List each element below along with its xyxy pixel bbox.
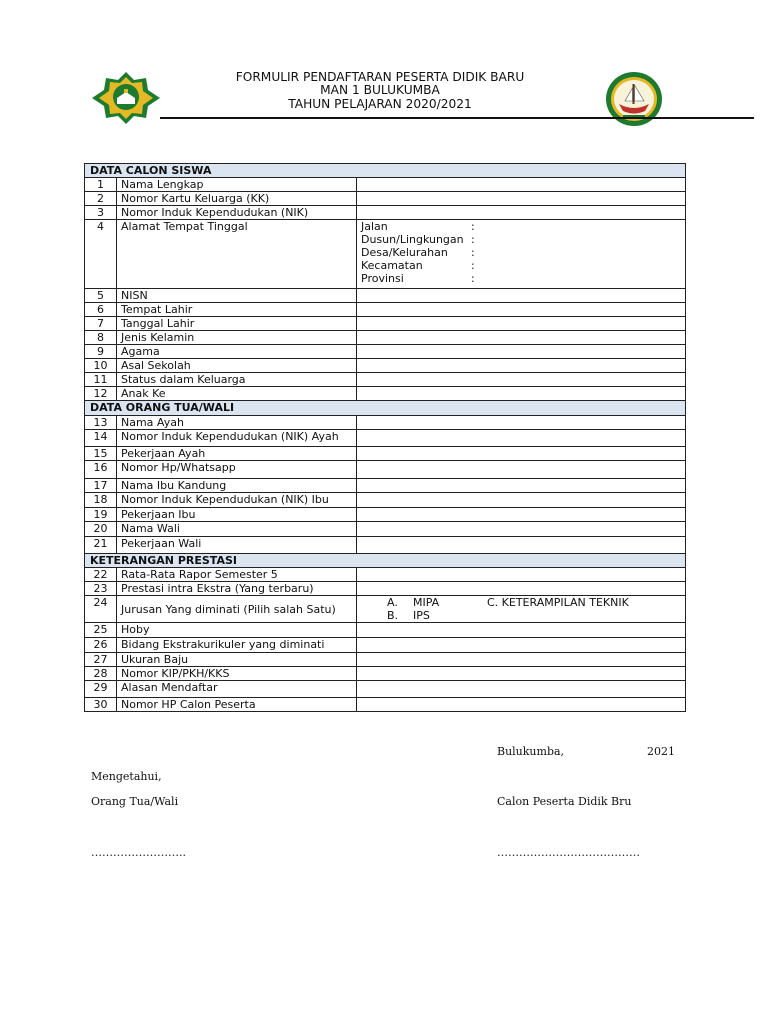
place-date-label: Bulukumba, xyxy=(497,745,565,758)
row-number: 16 xyxy=(85,461,117,479)
answer-cell[interactable] xyxy=(357,416,686,430)
answer-cell[interactable] xyxy=(357,317,686,331)
row-number: 21 xyxy=(85,537,117,554)
row-number: 30 xyxy=(85,698,117,712)
table-row xyxy=(85,653,686,667)
answer-cell[interactable] xyxy=(357,206,686,220)
table-row xyxy=(85,522,686,537)
jurusan-options xyxy=(357,596,686,623)
row-label: Nomor Induk Kependudukan (NIK) Ayah xyxy=(117,430,357,447)
table-row xyxy=(85,493,686,508)
answer-cell[interactable] xyxy=(357,387,686,401)
answer-cell[interactable] xyxy=(357,667,686,681)
jurusan-option[interactable] xyxy=(361,609,681,622)
table-row xyxy=(85,206,686,220)
header-title: FORMULIR PENDAFTARAN PESERTA DIDIK BARU xyxy=(235,70,525,84)
answer-cell[interactable] xyxy=(357,479,686,493)
address-colon: : xyxy=(471,272,475,285)
jurusan-option[interactable] xyxy=(361,596,681,609)
answer-cell[interactable] xyxy=(357,698,686,712)
answer-cell[interactable] xyxy=(357,638,686,653)
table-row xyxy=(85,638,686,653)
row-number: 17 xyxy=(85,479,117,493)
row-number: 18 xyxy=(85,493,117,508)
table-row xyxy=(85,461,686,479)
row-label: Nomor Induk Kependudukan (NIK) Ibu xyxy=(117,493,357,508)
row-number: 2 xyxy=(85,192,117,206)
form-header xyxy=(160,71,600,111)
answer-cell[interactable] xyxy=(357,447,686,461)
row-label: Nama Ibu Kandung xyxy=(117,479,357,493)
option-name: IPS xyxy=(413,609,430,622)
row-label: Asal Sekolah xyxy=(117,359,357,373)
option-name: MIPA xyxy=(413,596,440,609)
table-row xyxy=(85,537,686,554)
row-number: 28 xyxy=(85,667,117,681)
row-label: Bidang Ekstrakurikuler yang diminati xyxy=(117,638,357,653)
option-letter: B. xyxy=(387,609,399,622)
answer-cell[interactable] xyxy=(357,345,686,359)
row-number: 29 xyxy=(85,681,117,698)
row-label: Tanggal Lahir xyxy=(117,317,357,331)
row-label: Nomor Kartu Keluarga (KK) xyxy=(117,192,357,206)
answer-cell[interactable] xyxy=(357,653,686,667)
address-label: Desa/Kelurahan xyxy=(361,246,448,259)
row-number: 7 xyxy=(85,317,117,331)
row-label: Nama Lengkap xyxy=(117,178,357,192)
row-label: Prestasi intra Ekstra (Yang terbaru) xyxy=(117,582,357,596)
parent-label: Orang Tua/Wali xyxy=(91,795,179,808)
row-label: Alamat Tempat Tinggal xyxy=(117,220,357,289)
row-number: 24 xyxy=(85,596,117,623)
row-label: NISN xyxy=(117,289,357,303)
table-row xyxy=(85,430,686,447)
table-row xyxy=(85,317,686,331)
section-title: DATA CALON SISWA xyxy=(85,164,686,178)
section-title: DATA ORANG TUA/WALI xyxy=(85,401,686,416)
answer-cell[interactable] xyxy=(357,373,686,387)
row-number: 4 xyxy=(85,220,117,289)
row-number: 1 xyxy=(85,178,117,192)
address-line xyxy=(361,272,681,285)
row-number: 23 xyxy=(85,582,117,596)
section-header-row xyxy=(85,554,686,568)
row-number: 13 xyxy=(85,416,117,430)
address-colon: : xyxy=(471,220,475,233)
answer-cell[interactable] xyxy=(357,522,686,537)
row-label: Jurusan Yang diminati (Pilih salah Satu) xyxy=(117,596,357,623)
table-row xyxy=(85,178,686,192)
address-label: Kecamatan xyxy=(361,259,423,272)
address-label: Dusun/Lingkungan xyxy=(361,233,464,246)
answer-cell[interactable] xyxy=(357,289,686,303)
table-row xyxy=(85,303,686,317)
address-colon: : xyxy=(471,246,475,259)
row-label: Pekerjaan Ayah xyxy=(117,447,357,461)
table-row xyxy=(85,331,686,345)
table-row xyxy=(85,568,686,582)
row-number: 11 xyxy=(85,373,117,387)
row-label: Nama Ayah xyxy=(117,416,357,430)
table-row xyxy=(85,359,686,373)
row-number: 22 xyxy=(85,568,117,582)
section-header-row xyxy=(85,164,686,178)
registration-table xyxy=(84,163,686,712)
address-label: Jalan xyxy=(361,220,388,233)
row-label: Nomor HP Calon Peserta xyxy=(117,698,357,712)
row-number: 15 xyxy=(85,447,117,461)
row-label: Jenis Kelamin xyxy=(117,331,357,345)
row-label: Alasan Mendaftar xyxy=(117,681,357,698)
table-row xyxy=(85,698,686,712)
row-label: Status dalam Keluarga xyxy=(117,373,357,387)
table-row xyxy=(85,623,686,638)
table-row xyxy=(85,596,686,623)
row-number: 9 xyxy=(85,345,117,359)
address-line xyxy=(361,220,681,233)
row-label: Ukuran Baju xyxy=(117,653,357,667)
row-label: Nomor KIP/PKH/KKS xyxy=(117,667,357,681)
answer-cell[interactable] xyxy=(357,681,686,698)
header-divider xyxy=(160,117,754,119)
student-label: Calon Peserta Didik Bru xyxy=(497,795,632,808)
student-signature-line[interactable]: ………………………………… xyxy=(497,846,640,859)
row-number: 14 xyxy=(85,430,117,447)
address-cell[interactable] xyxy=(357,220,686,289)
row-label: Nomor Hp/Whatsapp xyxy=(117,461,357,479)
acknowledged-label: Mengetahui, xyxy=(91,770,162,783)
row-label: Agama xyxy=(117,345,357,359)
header-school: MAN 1 BULUKUMBA xyxy=(320,83,440,98)
address-line xyxy=(361,246,681,259)
answer-cell[interactable] xyxy=(357,623,686,638)
table-row xyxy=(85,345,686,359)
parent-signature-line[interactable]: …………………….. xyxy=(91,846,186,859)
table-row xyxy=(85,479,686,493)
row-label: Rata-Rata Rapor Semester 5 xyxy=(117,568,357,582)
answer-cell[interactable] xyxy=(357,461,686,479)
row-label: Tempat Lahir xyxy=(117,303,357,317)
row-number: 20 xyxy=(85,522,117,537)
answer-cell[interactable] xyxy=(357,537,686,554)
kemenag-logo xyxy=(90,70,162,126)
answer-cell[interactable] xyxy=(357,430,686,447)
row-label: Pekerjaan Wali xyxy=(117,537,357,554)
address-line xyxy=(361,233,681,246)
row-number: 5 xyxy=(85,289,117,303)
address-colon: : xyxy=(471,259,475,272)
section-title: KETERANGAN PRESTASI xyxy=(85,554,686,568)
answer-cell[interactable] xyxy=(357,568,686,582)
table-row xyxy=(85,289,686,303)
table-row xyxy=(85,667,686,681)
address-colon: : xyxy=(471,233,475,246)
row-label: Anak Ke xyxy=(117,387,357,401)
table-row xyxy=(85,681,686,698)
signature-year: 2021 xyxy=(647,745,675,758)
table-row xyxy=(85,220,686,289)
answer-cell[interactable] xyxy=(357,493,686,508)
row-label: Nama Wali xyxy=(117,522,357,537)
answer-cell[interactable] xyxy=(357,359,686,373)
option-letter: A. xyxy=(387,596,398,609)
header-year: TAHUN PELAJARAN 2020/2021 xyxy=(288,96,472,111)
table-row xyxy=(85,582,686,596)
address-line xyxy=(361,259,681,272)
row-number: 6 xyxy=(85,303,117,317)
answer-cell[interactable] xyxy=(357,582,686,596)
row-number: 27 xyxy=(85,653,117,667)
row-number: 8 xyxy=(85,331,117,345)
table-row xyxy=(85,447,686,461)
row-number: 26 xyxy=(85,638,117,653)
table-row xyxy=(85,192,686,206)
table-row xyxy=(85,508,686,522)
table-row xyxy=(85,373,686,387)
section-header-row xyxy=(85,401,686,416)
address-label: Provinsi xyxy=(361,272,404,285)
row-label: Hoby xyxy=(117,623,357,638)
answer-cell[interactable] xyxy=(357,192,686,206)
table-row xyxy=(85,387,686,401)
row-number: 19 xyxy=(85,508,117,522)
row-number: 25 xyxy=(85,623,117,638)
answer-cell[interactable] xyxy=(357,303,686,317)
row-label: Pekerjaan Ibu xyxy=(117,508,357,522)
row-number: 10 xyxy=(85,359,117,373)
row-number: 3 xyxy=(85,206,117,220)
option-extra: C. KETERAMPILAN TEKNIK xyxy=(487,596,629,609)
table-row xyxy=(85,416,686,430)
row-label: Nomor Induk Kependudukan (NIK) xyxy=(117,206,357,220)
row-number: 12 xyxy=(85,387,117,401)
answer-cell[interactable] xyxy=(357,508,686,522)
answer-cell[interactable] xyxy=(357,331,686,345)
answer-cell[interactable] xyxy=(357,178,686,192)
